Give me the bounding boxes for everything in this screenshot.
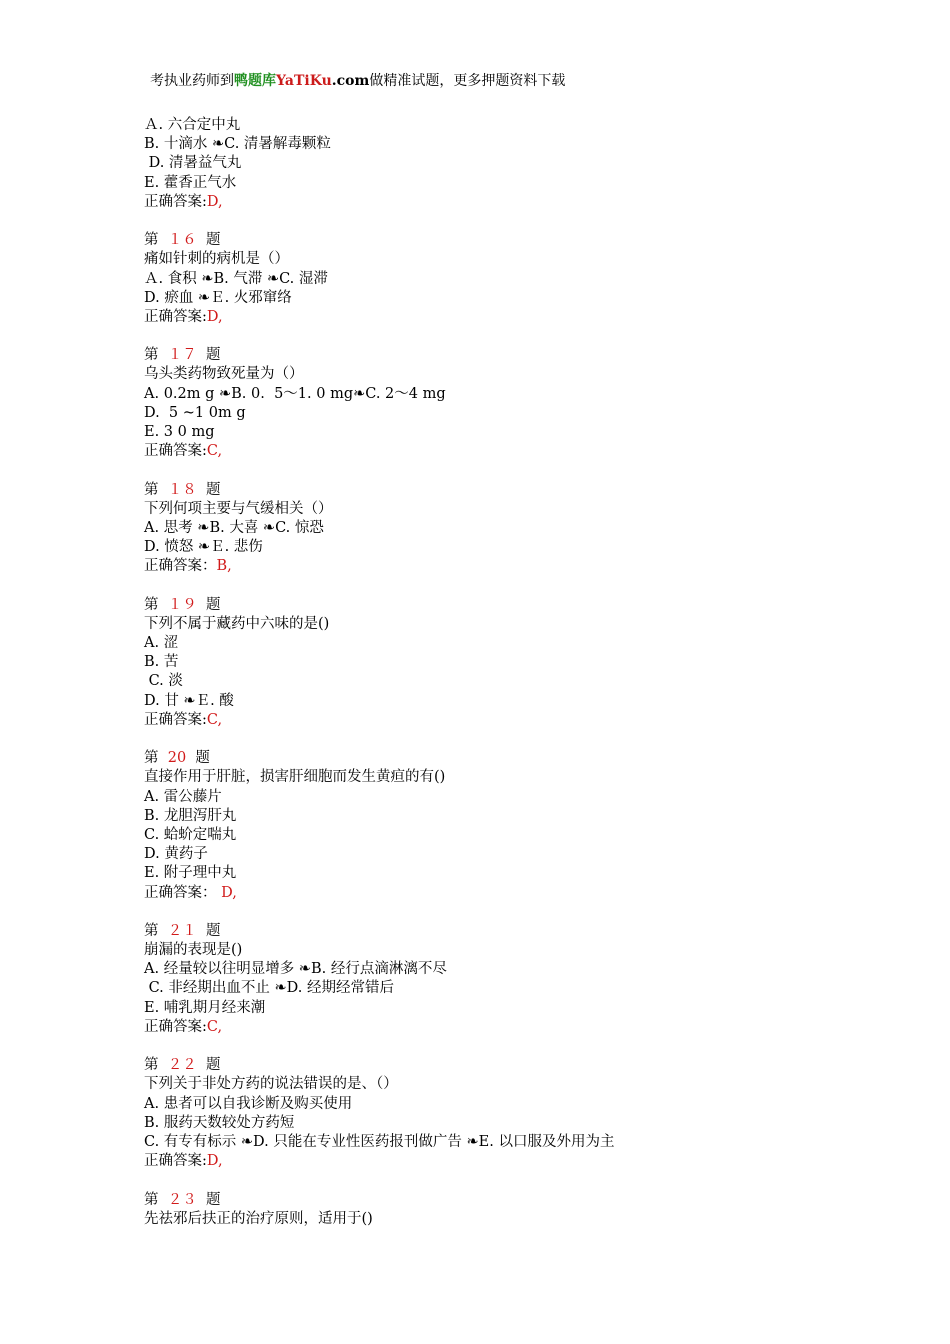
question-number-value: ２１ [167, 922, 197, 939]
block-spacer [144, 327, 844, 346]
question-number-suffix: 题 [205, 347, 221, 364]
question-option: E. 附子理中丸 [144, 865, 237, 882]
question-option: A. 雷公藤片 [144, 788, 222, 805]
answer-label: 正确答案： [144, 884, 217, 901]
question-number-label: 第 [144, 481, 159, 498]
block-spacer [144, 461, 844, 480]
question-option: Ａ. 六合定中丸 [144, 117, 241, 133]
block-spacer [144, 1037, 844, 1056]
question-number-suffix: 题 [205, 1191, 221, 1208]
question-option: A. 思考 ❧B. 大喜 ❧C. 惊恐 [144, 519, 324, 536]
question-option: C. 有专有标示 ❧D. 只能在专业性医药报刊做广告 ❧E. 以口服及外用为主 [144, 1133, 615, 1150]
block-spacer [144, 577, 844, 596]
answer-label: 正确答案: [144, 443, 207, 460]
question-stem: 下列不属于藏药中六味的是() [144, 615, 330, 632]
question-block [144, 922, 844, 1037]
question-number-label: 第 [144, 347, 159, 364]
header-prefix: 考执业药师到 [150, 73, 234, 89]
question-number-suffix: 题 [205, 481, 221, 498]
question-option: A. 0.2m g ❧B. 0. 5～1. 0 mg❧C. 2～4 mg [144, 385, 446, 402]
question-stem: 先祛邪后扶正的治疗原则，适用于() [144, 1210, 373, 1227]
answer-label: 正确答案: [144, 1018, 207, 1035]
question-number-label: 第 [144, 750, 159, 767]
question-number-suffix: 题 [195, 750, 210, 767]
question-number-value: １６ [167, 232, 197, 249]
question-block [144, 1056, 844, 1171]
answer-value: D, [216, 884, 237, 901]
question-option: A. 经量较以往明显增多 ❧B. 经行点滴淋漓不尽 [144, 961, 447, 978]
question-stem: 直接作用于肝脏，损害肝细胞而发生黄疸的有() [144, 769, 446, 786]
answer-value: D, [206, 1153, 223, 1170]
question-block [144, 481, 844, 577]
question-option: E. 藿香正气水 [144, 174, 237, 191]
question-number [144, 922, 844, 941]
answer-label: 正确答案: [144, 711, 207, 728]
question-option: B. 龙胆泻肝丸 [144, 807, 237, 824]
question-number [144, 1191, 844, 1210]
answer-value: D, [206, 193, 223, 210]
answer-line [144, 711, 844, 730]
question-option: D. 5 ~1 0m g [144, 404, 246, 421]
answer-value: D, [206, 308, 223, 325]
question-number-value: ２３ [167, 1191, 197, 1208]
question-option: D. 瘀血 ❧Ｅ. 火邪窜络 [144, 289, 292, 306]
question-option: D. 黄药子 [144, 846, 208, 863]
answer-label: 正确答案: [144, 193, 207, 210]
question-option: B. 十滴水 ❧C. 清暑解毒颗粒 [144, 136, 331, 153]
block-spacer [144, 730, 844, 749]
question-stem: 乌头类药物致死量为（） [144, 366, 304, 383]
question-number-suffix: 题 [205, 922, 221, 939]
question-number [144, 749, 844, 768]
question-number-value: ２２ [167, 1057, 197, 1074]
question-block [144, 116, 844, 212]
question-stem: 崩漏的表现是() [144, 942, 243, 959]
answer-value: B, [216, 558, 232, 575]
page-header [150, 71, 565, 91]
question-block [144, 346, 844, 461]
question-number [144, 346, 844, 365]
answer-value: C, [206, 711, 223, 728]
answer-line [144, 1152, 844, 1171]
question-number [144, 481, 844, 500]
question-option: Ａ. 食积 ❧B. 气滞 ❧C. 湿滞 [144, 270, 328, 287]
question-option: C. 淡 [144, 673, 183, 690]
answer-line [144, 1018, 844, 1037]
question-number-suffix: 题 [205, 232, 221, 249]
question-stem: 下列关于非处方药的说法错误的是、（） [144, 1076, 398, 1093]
brand-name-en: YaTiKu [276, 73, 332, 89]
answer-line [144, 557, 844, 576]
answer-line [144, 442, 844, 461]
question-number-value: 20 [167, 750, 187, 767]
answer-label: 正确答案: [144, 308, 207, 325]
question-number-label: 第 [144, 922, 159, 939]
block-spacer [144, 903, 844, 922]
answer-value: C, [206, 1018, 223, 1035]
question-block [144, 1191, 844, 1229]
question-option: B. 服药天数较处方药短 [144, 1114, 295, 1131]
question-number-suffix: 题 [205, 596, 221, 613]
question-number-suffix: 题 [205, 1057, 221, 1074]
question-number-label: 第 [144, 1191, 159, 1208]
block-spacer [144, 212, 844, 231]
question-option: D. 清暑益气丸 [144, 155, 242, 172]
brand-domain: .com [331, 73, 370, 89]
question-block [144, 231, 844, 327]
question-number-value: １８ [167, 481, 197, 498]
question-number [144, 231, 844, 250]
answer-value: C, [206, 443, 223, 460]
question-stem: 下列何项主要与气缓相关（） [144, 500, 333, 517]
question-option: D. 愤怒 ❧Ｅ. 悲伤 [144, 539, 263, 556]
question-number-label: 第 [144, 232, 159, 249]
question-list [144, 116, 844, 1229]
brand-name-cn: 鸭题库 [234, 73, 276, 89]
question-option: A. 患者可以自我诊断及购买使用 [144, 1095, 353, 1112]
question-option: B. 苦 [144, 654, 179, 671]
question-number-label: 第 [144, 1057, 159, 1074]
block-spacer [144, 1171, 844, 1190]
question-number-label: 第 [144, 596, 159, 613]
answer-label: 正确答案: [144, 1153, 207, 1170]
answer-label: 正确答案： [144, 558, 217, 575]
answer-line [144, 308, 844, 327]
question-option: E. 哺乳期月经来潮 [144, 999, 266, 1016]
question-option: E. 3 0 mg [144, 424, 215, 440]
question-number [144, 596, 844, 615]
question-block [144, 749, 844, 903]
question-option: C. 蛤蚧定喘丸 [144, 826, 237, 843]
question-number-value: １７ [167, 347, 197, 364]
question-block [144, 596, 844, 730]
answer-line [144, 193, 844, 212]
question-stem: 痛如针刺的病机是（） [144, 251, 289, 268]
question-number [144, 1056, 844, 1075]
header-suffix: 做精准试题，更多押题资料下载 [369, 73, 566, 89]
question-option: D. 甘 ❧Ｅ. 酸 [144, 692, 234, 709]
question-option: A. 涩 [144, 635, 179, 652]
answer-line [144, 884, 844, 903]
question-option: C. 非经期出血不止 ❧D. 经期经常错后 [144, 980, 394, 997]
question-number-value: １９ [167, 596, 197, 613]
